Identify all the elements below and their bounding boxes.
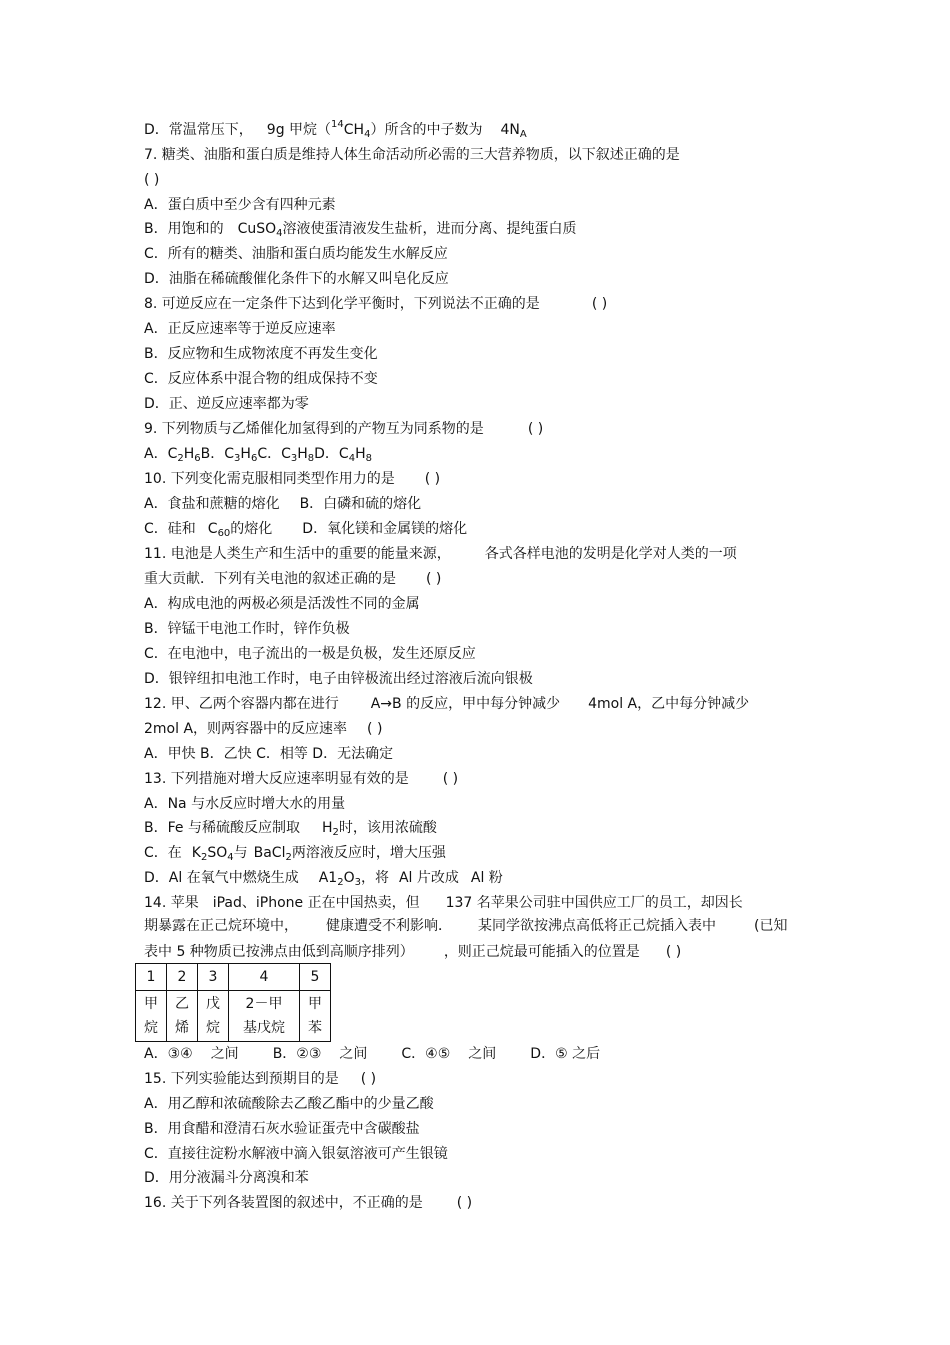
text: ( ) bbox=[442, 771, 459, 787]
text: 60 bbox=[217, 528, 231, 539]
q15-stem bbox=[144, 1067, 824, 1091]
q7-option-b bbox=[144, 217, 824, 241]
text: H bbox=[183, 446, 195, 462]
text: 甲 bbox=[144, 996, 158, 1012]
text: 14. 苹果 bbox=[144, 895, 199, 911]
q7-answer-blank: ( ) bbox=[144, 172, 160, 188]
text: C．在 bbox=[144, 845, 182, 861]
text: 10. 下列变化需克服相同类型作用力的是 bbox=[144, 471, 395, 487]
text: 基戊烷 bbox=[243, 1020, 285, 1036]
q10-options-cd bbox=[144, 517, 824, 541]
text: 与 bbox=[233, 845, 248, 861]
q15-option-a: A．用乙醇和浓硫酸除去乙酸乙酯中的少量乙酸 bbox=[144, 1096, 434, 1112]
text: B．用饱和的 bbox=[144, 221, 224, 237]
text: 137 名苹果公司驻中国供应工厂的员工，却因长 bbox=[445, 895, 743, 911]
text: Al 片改成 bbox=[398, 870, 459, 886]
q11-stem-1 bbox=[144, 542, 824, 566]
text: iPad、iPhone 正在中国热卖，但 bbox=[212, 895, 420, 911]
text: 表中 5 种物质已按沸点由低到高顺序排列） bbox=[144, 944, 414, 960]
q12-stem-2 bbox=[144, 717, 824, 741]
q11-option-c: C．在电池中，电子流出的一极是负极，发生还原反应 bbox=[144, 646, 476, 662]
text: O bbox=[343, 870, 355, 886]
text: 2 bbox=[285, 852, 292, 863]
text: H bbox=[240, 446, 251, 462]
text: 甲 bbox=[308, 996, 322, 1012]
table-header-cell: 5 bbox=[300, 964, 331, 991]
text: ，将 bbox=[360, 870, 389, 886]
text: 4N bbox=[500, 122, 520, 138]
text: D．Al 在氧气中燃烧生成 bbox=[144, 870, 299, 886]
text: 8. 可逆反应在一定条件下达到化学平衡时，下列说法不正确的是 bbox=[144, 296, 540, 312]
q11-option-a: A．构成电池的两极必须是活泼性不同的金属 bbox=[144, 596, 420, 612]
table-header-cell: 3 bbox=[198, 964, 229, 991]
text: ( ) bbox=[665, 944, 682, 960]
text: 3 bbox=[290, 453, 298, 464]
q16-stem bbox=[144, 1191, 824, 1215]
text: D．C bbox=[314, 446, 349, 462]
text: A bbox=[519, 129, 527, 140]
text: 8 bbox=[307, 453, 315, 464]
text: D．⑤ 之后 bbox=[530, 1046, 601, 1062]
q15-option-c: C．直接往淀粉水解液中滴入银氨溶液可产生银镜 bbox=[144, 1146, 448, 1162]
text: 6 bbox=[250, 453, 258, 464]
text: 15. 下列实验能达到预期目的是 bbox=[144, 1071, 339, 1087]
text: 4 bbox=[227, 852, 234, 863]
text: 烷 bbox=[206, 1020, 220, 1036]
text: 2 bbox=[332, 827, 339, 838]
q13-stem bbox=[144, 767, 824, 791]
text: ( ) bbox=[591, 296, 608, 312]
q11-option-d: D．银锌纽扣电池工作时，电子由锌极流出经过溶液后流向银极 bbox=[144, 671, 533, 687]
text: 2mol A，则两容器中的反应速率 bbox=[144, 721, 348, 737]
q10-options-ab bbox=[144, 492, 824, 516]
text: 某同学欲按沸点高低将正己烷插入表中 bbox=[478, 918, 716, 934]
text: B．C bbox=[200, 446, 235, 462]
text: 之间 bbox=[210, 1046, 239, 1062]
text: B．Fe 与稀硫酸反应制取 bbox=[144, 820, 300, 836]
text: A．C bbox=[144, 446, 178, 462]
text: H bbox=[321, 820, 333, 836]
text: B．②③ bbox=[272, 1046, 322, 1062]
text: 2 bbox=[200, 852, 208, 863]
text: ( ) bbox=[360, 1071, 377, 1087]
table-cell bbox=[136, 991, 167, 1042]
text: 4 bbox=[364, 129, 371, 140]
text: 2 bbox=[337, 877, 344, 888]
text: A．食盐和蔗糖的熔化 bbox=[144, 496, 280, 512]
table-header-row bbox=[136, 964, 331, 991]
q15-option-b: B．用食醋和澄清石灰水验证蛋壳中含碳酸盐 bbox=[144, 1121, 420, 1137]
text: 时，该用浓硫酸 bbox=[338, 820, 437, 836]
text: 12. 甲、乙两个容器内都在进行 bbox=[144, 696, 339, 712]
text: 11. 电池是人类生产和生活中的重要的能量来源， bbox=[144, 546, 451, 562]
q8-option-b: B．反应物和生成物浓度不再发生变化 bbox=[144, 346, 378, 362]
table-header-cell: 4 bbox=[229, 964, 300, 991]
q7-option-d: D．油脂在稀硫酸催化条件下的水解又叫皂化反应 bbox=[144, 271, 449, 287]
text: A→B 的反应，甲中每分钟减少 bbox=[370, 696, 561, 712]
text: C．硅和 bbox=[144, 521, 196, 537]
text: 6 bbox=[194, 453, 201, 464]
text: 乙 bbox=[175, 996, 189, 1012]
text: C．C bbox=[257, 446, 291, 462]
q13-option-c bbox=[144, 841, 824, 865]
text: 3 bbox=[354, 877, 361, 888]
text: CH bbox=[343, 122, 365, 138]
text: ( ) bbox=[426, 571, 442, 587]
text: 4mol A，乙中每分钟减少 bbox=[588, 696, 750, 712]
text: ）所含的中子数为 bbox=[370, 122, 483, 138]
boiling-point-table bbox=[135, 963, 331, 1042]
q14-stem-3 bbox=[144, 940, 824, 964]
table-row bbox=[136, 991, 331, 1042]
text: 2 bbox=[177, 453, 184, 464]
q14-stem-2 bbox=[144, 914, 824, 938]
q12-options: A．甲快 B．乙快 C．相等 D．无法确定 bbox=[144, 746, 394, 762]
text: 溶液使蛋清液发生盐析，进而分离、提纯蛋白质 bbox=[282, 221, 577, 237]
q13-option-b bbox=[144, 816, 824, 840]
q8-option-d: D．正、逆反应速率都为零 bbox=[144, 396, 309, 412]
q13-option-a: A．Na 与水反应时增大水的用量 bbox=[144, 796, 346, 812]
q8-option-c: C．反应体系中混合物的组成保持不变 bbox=[144, 371, 378, 387]
text: ( ) bbox=[456, 1195, 473, 1211]
text: 健康遭受不利影响． bbox=[326, 918, 452, 934]
text: 2－甲 bbox=[245, 996, 283, 1012]
text: 两溶液反应时，增大压强 bbox=[291, 845, 446, 861]
text: C．④⑤ bbox=[401, 1046, 451, 1062]
q7-stem: 7. 糖类、油脂和蛋白质是维持人体生命活动所必需的三大营养物质，以下叙述正确的是 bbox=[144, 147, 680, 163]
text: 之间 bbox=[468, 1046, 497, 1062]
text: 烯 bbox=[175, 1020, 189, 1036]
text: B．白磷和硫的熔化 bbox=[299, 496, 422, 512]
text: 8 bbox=[365, 453, 372, 464]
table-cell bbox=[300, 991, 331, 1042]
table-cell bbox=[229, 991, 300, 1042]
text: 13. 下列措施对增大反应速率明显有效的是 bbox=[144, 771, 409, 787]
text: 16. 关于下列各装置图的叙述中，不正确的是 bbox=[144, 1195, 423, 1211]
text: D．氧化镁和金属镁的熔化 bbox=[302, 521, 468, 537]
text: 苯 bbox=[308, 1020, 322, 1036]
q9-stem bbox=[144, 417, 824, 441]
text: 期暴露在正己烷环境中， bbox=[144, 918, 298, 934]
text: 的熔化 bbox=[230, 521, 273, 537]
text: ，则正己烷最可能插入的位置是 bbox=[443, 944, 640, 960]
text: CuSO bbox=[237, 221, 277, 237]
text: 14 bbox=[331, 119, 344, 130]
q13-option-d bbox=[144, 866, 824, 890]
table-cell bbox=[167, 991, 198, 1042]
q9-options bbox=[144, 442, 824, 466]
q8-option-a: A．正反应速率等于逆反应速率 bbox=[144, 321, 336, 337]
text: ( ) bbox=[367, 721, 383, 737]
text: BaCl bbox=[253, 845, 286, 861]
text: A．③④ bbox=[144, 1046, 193, 1062]
text: 各式各样电池的发明是化学对人类的一项 bbox=[484, 546, 737, 562]
text: H bbox=[355, 446, 366, 462]
text: 9. 下列物质与乙烯催化加氢得到的产物互为同系物的是 bbox=[144, 421, 484, 437]
text: 戊 bbox=[206, 996, 220, 1012]
text: 烷 bbox=[144, 1020, 158, 1036]
q7-option-a: A．蛋白质中至少含有四种元素 bbox=[144, 197, 336, 213]
text: 4 bbox=[276, 228, 283, 239]
table-header-cell: 1 bbox=[136, 964, 167, 991]
text: K bbox=[191, 845, 201, 861]
table-cell bbox=[198, 991, 229, 1042]
text: (已知 bbox=[754, 918, 788, 934]
q8-stem bbox=[144, 292, 824, 316]
q15-option-d: D．用分液漏斗分离溴和苯 bbox=[144, 1170, 309, 1186]
table-header-cell: 2 bbox=[167, 964, 198, 991]
q11-stem-2 bbox=[144, 567, 824, 591]
text: 9g 甲烷（ bbox=[266, 122, 332, 138]
q14-stem-1 bbox=[144, 891, 824, 915]
text: H bbox=[297, 446, 308, 462]
text: 3 bbox=[234, 453, 241, 464]
text: ( ) bbox=[424, 471, 441, 487]
q11-option-b: B．锌锰干电池工作时，锌作负极 bbox=[144, 621, 350, 637]
text: 之间 bbox=[339, 1046, 368, 1062]
text: D．常温常压下， bbox=[144, 122, 253, 138]
text: SO bbox=[207, 845, 228, 861]
q10-stem bbox=[144, 467, 824, 491]
q6-option-d bbox=[144, 118, 824, 142]
text: 4 bbox=[348, 453, 356, 464]
text: 重大贡献．下列有关电池的叙述正确的是 bbox=[144, 571, 396, 587]
q12-stem-1 bbox=[144, 692, 824, 716]
text: Al 粉 bbox=[470, 870, 503, 886]
text: A1 bbox=[318, 870, 338, 886]
q14-options bbox=[144, 1042, 824, 1066]
text: C bbox=[207, 521, 218, 537]
text: ( ) bbox=[527, 421, 544, 437]
q7-option-c: C．所有的糖类、油脂和蛋白质均能发生水解反应 bbox=[144, 246, 448, 262]
